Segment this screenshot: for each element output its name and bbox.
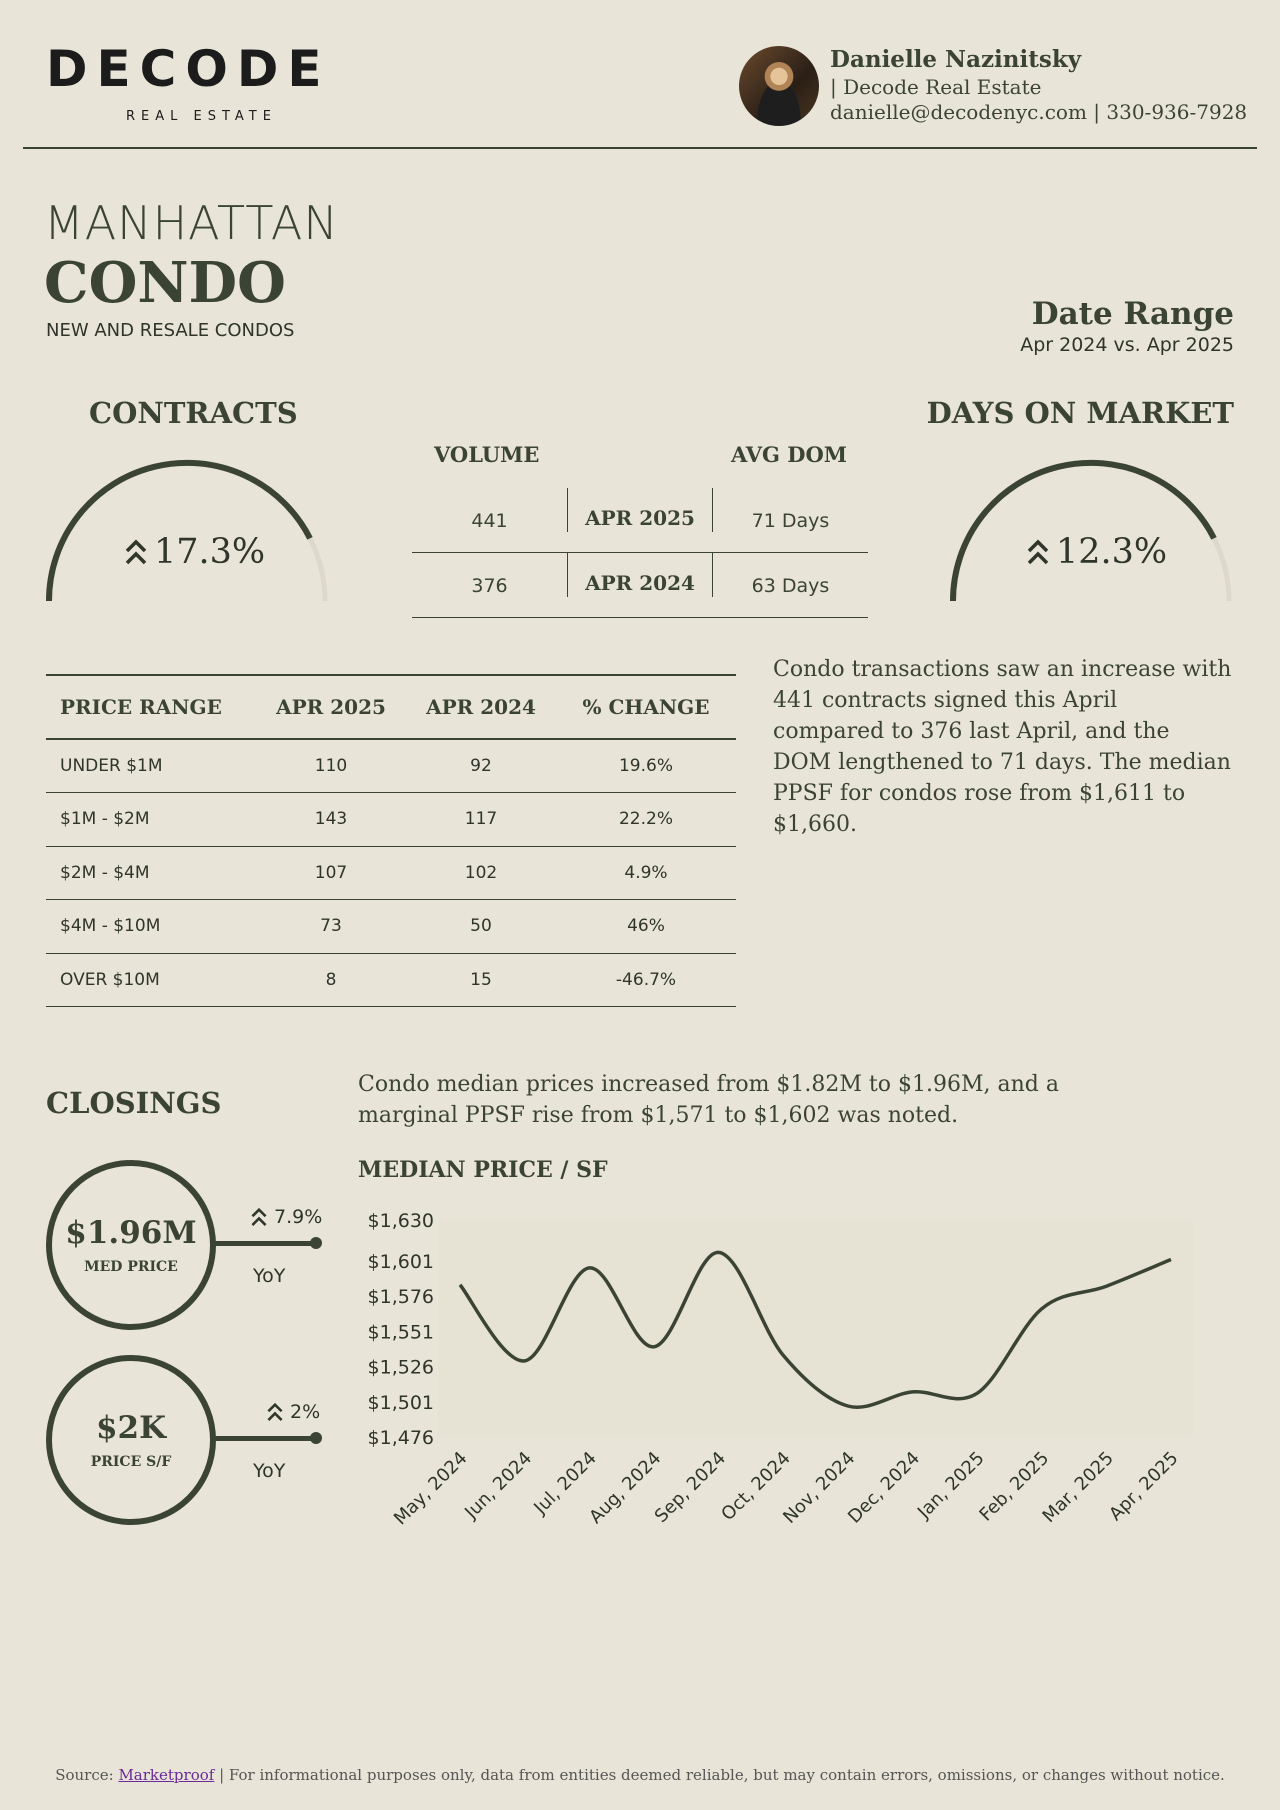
table-cell: UNDER $1M — [46, 739, 256, 793]
table-cell: 107 — [256, 846, 406, 900]
contracts-gauge — [40, 456, 340, 606]
col-header: % CHANGE — [556, 675, 736, 739]
chart-title: MEDIAN PRICE / SF — [358, 1157, 608, 1183]
table-cell: $4M - $10M — [46, 900, 256, 954]
connector-dot — [310, 1432, 322, 1444]
table-cell: 143 — [256, 793, 406, 847]
header-divider — [23, 147, 1257, 149]
dom-title: DAYS ON MARKET — [926, 396, 1234, 430]
table-cell: 4.9% — [556, 846, 736, 900]
volume-cell: 441 — [471, 510, 508, 532]
table-cell: $2M - $4M — [46, 846, 256, 900]
y-tick-label: $1,601 — [367, 1250, 434, 1273]
table-cell: OVER $10M — [46, 953, 256, 1007]
table-row — [46, 900, 736, 954]
table-cell: 110 — [256, 739, 406, 793]
col-header: APR 2025 — [256, 675, 406, 739]
agent-company: | Decode Real Estate — [830, 75, 1042, 99]
volume-cell: 376 — [471, 575, 508, 597]
area-title: MANHATTAN — [44, 196, 339, 250]
footer — [0, 1766, 1280, 1784]
summary-row — [412, 553, 868, 618]
agent-contact: danielle@decodenyc.com | 330-936-7928 — [830, 100, 1248, 124]
subtitle: NEW AND RESALE CONDOS — [46, 320, 295, 341]
table-header-row — [46, 675, 736, 739]
contracts-change-value: 17.3% — [154, 532, 266, 572]
x-tick-label: Oct, 2024 — [717, 1447, 795, 1526]
summary-row — [412, 488, 868, 553]
x-tick-label: Dec, 2024 — [844, 1447, 924, 1528]
table-row — [46, 953, 736, 1007]
y-tick-label: $1,526 — [367, 1356, 434, 1379]
x-tick-label: Jan, 2025 — [913, 1447, 989, 1523]
contracts-summary-text: Condo transactions saw an increase with 441 contracts signed this April compared to 376 last April, and the DOM lengthened to 71 days. The median PPSF for condos rose from $1,611 to $1,660. — [773, 657, 1232, 837]
table-cell: 19.6% — [556, 739, 736, 793]
double-chevron-up-icon — [250, 1206, 268, 1228]
ppsf-circle — [46, 1355, 216, 1525]
closings-title: CLOSINGS — [46, 1086, 222, 1120]
median-ppsf-chart — [358, 1195, 1208, 1540]
table-cell: 73 — [256, 900, 406, 954]
table-cell: 92 — [406, 739, 556, 793]
date-range-label: Date Range — [1031, 296, 1234, 332]
avg-dom-label: AVG DOM — [731, 442, 848, 467]
connector-line — [214, 1436, 314, 1441]
table-cell: 50 — [406, 900, 556, 954]
x-tick-label: Sep, 2024 — [650, 1447, 731, 1528]
y-tick-label: $1,476 — [367, 1427, 434, 1449]
x-tick-label: May, 2024 — [389, 1447, 472, 1530]
property-type-title: CONDO — [44, 250, 286, 316]
ppsf-yoy: YoY — [253, 1460, 286, 1482]
table-row — [46, 793, 736, 847]
x-tick-label: Nov, 2024 — [779, 1447, 860, 1528]
table-row — [46, 739, 736, 793]
volume-label: VOLUME — [434, 442, 540, 467]
y-tick-label: $1,551 — [367, 1321, 434, 1344]
x-tick-label: Jul, 2024 — [530, 1447, 601, 1519]
med-price-yoy: YoY — [253, 1265, 286, 1287]
dom-change-value: 12.3% — [1056, 532, 1168, 572]
table-cell: 8 — [256, 953, 406, 1007]
connector-dot — [310, 1237, 322, 1249]
logo-subtitle: REAL ESTATE — [126, 109, 277, 124]
source-link[interactable]: Marketproof — [118, 1766, 215, 1784]
date-range-value: Apr 2024 vs. Apr 2025 — [1020, 334, 1234, 356]
ppsf-label: PRICE S/F — [90, 1454, 172, 1470]
table-cell: 117 — [406, 793, 556, 847]
med-price-label: MED PRICE — [84, 1259, 178, 1275]
col-header: APR 2024 — [406, 675, 556, 739]
price-range-table — [46, 674, 736, 1007]
ppsf-change-value: 2% — [290, 1401, 321, 1423]
table-cell: -46.7% — [556, 953, 736, 1007]
contracts-change — [124, 532, 265, 572]
source-label: Source: — [55, 1766, 114, 1784]
dom-cell: 71 Days — [751, 510, 830, 532]
table-cell: 46% — [556, 900, 736, 954]
x-tick-label: Apr, 2025 — [1105, 1447, 1183, 1526]
x-tick-label: Aug, 2024 — [585, 1447, 666, 1528]
logo: DECODE — [46, 40, 331, 98]
y-tick-label: $1,576 — [367, 1286, 434, 1309]
y-tick-label: $1,501 — [367, 1391, 434, 1414]
period-cell: APR 2024 — [567, 553, 713, 597]
dom-change — [1026, 532, 1167, 572]
dom-gauge — [944, 456, 1244, 606]
period-cell: APR 2025 — [567, 488, 713, 532]
dom-cell: 63 Days — [751, 575, 830, 597]
table-cell: 15 — [406, 953, 556, 1007]
y-tick-label: $1,630 — [367, 1210, 434, 1232]
table-cell: 102 — [406, 846, 556, 900]
x-tick-label: Jun, 2024 — [460, 1447, 537, 1523]
connector-line — [214, 1241, 314, 1246]
table-cell: $1M - $2M — [46, 793, 256, 847]
double-chevron-up-icon — [1026, 537, 1050, 567]
x-tick-label: Feb, 2025 — [975, 1447, 1054, 1526]
double-chevron-up-icon — [266, 1401, 284, 1423]
summary-table — [412, 488, 868, 618]
x-tick-label: Mar, 2025 — [1038, 1447, 1118, 1528]
med-price-circle — [46, 1160, 216, 1330]
contracts-title: CONTRACTS — [89, 396, 298, 430]
date-range — [1020, 296, 1234, 356]
med-price-change — [250, 1206, 322, 1228]
agent-name: Danielle Nazinitsky — [830, 46, 1082, 73]
med-price-change-value: 7.9% — [274, 1206, 323, 1228]
closings-summary-text: Condo median prices increased from $1.82M to $1.96M, and a marginal PPSF rise from $1,571 to $1,602 was noted. — [358, 1072, 1059, 1128]
disclaimer: | For informational purposes only, data from entities deemed reliable, but may contain errors, omissions, or changes without notice. — [219, 1766, 1225, 1784]
ppsf-change — [266, 1401, 320, 1423]
table-row — [46, 846, 736, 900]
med-price-value: $1.96M — [65, 1215, 197, 1251]
table-cell: 22.2% — [556, 793, 736, 847]
ppsf-value: $2K — [95, 1410, 167, 1446]
col-header: PRICE RANGE — [46, 675, 256, 739]
agent-avatar — [739, 46, 819, 126]
double-chevron-up-icon — [124, 537, 148, 567]
